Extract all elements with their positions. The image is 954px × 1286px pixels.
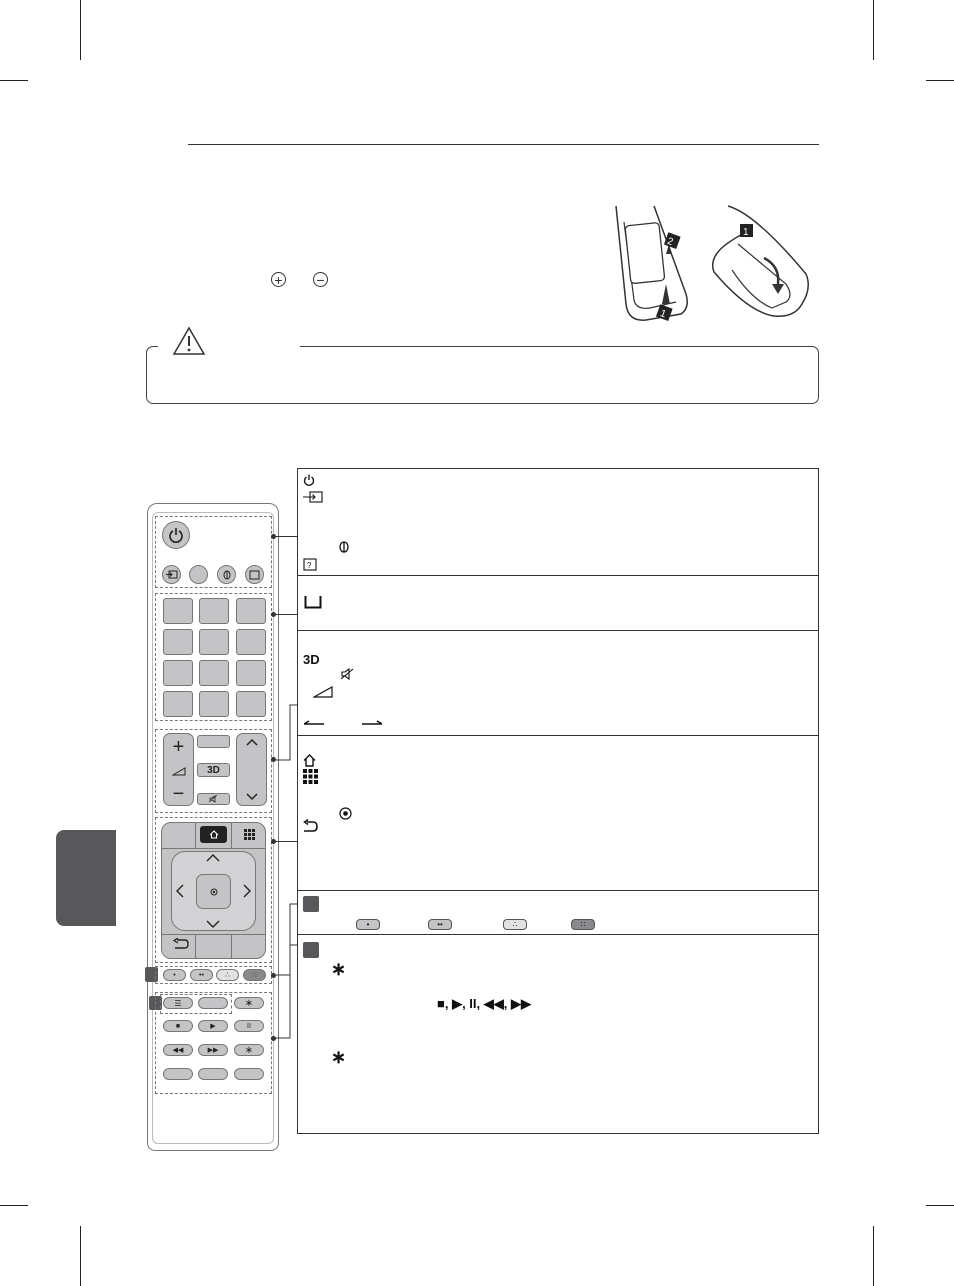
extra-button-1[interactable] <box>163 1068 193 1080</box>
battery-cover-illustration <box>606 204 816 326</box>
svg-text:?: ? <box>307 561 312 570</box>
crop-mark <box>0 1205 28 1206</box>
apps-icon <box>303 769 318 784</box>
button-description-table <box>297 468 819 1134</box>
power-icon <box>168 527 184 543</box>
ok-button[interactable] <box>196 874 231 909</box>
input-button[interactable] <box>162 565 181 584</box>
ok-icon <box>210 888 218 896</box>
crop-mark <box>926 80 954 81</box>
number-key[interactable] <box>163 629 193 655</box>
subtitle-icon <box>339 541 349 553</box>
section-marker <box>303 896 319 912</box>
back-icon[interactable] <box>173 938 189 950</box>
number-key[interactable] <box>199 691 229 717</box>
minus-polarity-icon: − <box>313 272 328 287</box>
power-icon <box>303 474 315 486</box>
crop-mark <box>873 1226 874 1286</box>
number-key[interactable] <box>163 691 193 717</box>
guide-icon <box>249 570 260 580</box>
table-divider <box>297 934 819 935</box>
chevron-right-icon[interactable] <box>243 884 252 898</box>
tv-button[interactable] <box>189 565 208 584</box>
chapter-tab <box>56 830 116 926</box>
play-button[interactable]: ▶ <box>198 1020 228 1032</box>
mute-button[interactable] <box>197 793 230 805</box>
crop-mark <box>80 0 81 60</box>
header-rule <box>188 144 819 145</box>
guide-icon <box>303 558 317 571</box>
program-rocker[interactable] <box>236 733 267 806</box>
number-key[interactable] <box>236 660 266 686</box>
number-key[interactable] <box>236 629 266 655</box>
red-color-button: • <box>356 919 380 930</box>
home-icon <box>209 830 219 839</box>
power-button[interactable] <box>162 521 190 549</box>
chevron-up-icon <box>246 738 258 746</box>
yellow-color-button[interactable]: ∴ <box>216 969 239 981</box>
subtitle-button[interactable] <box>217 565 236 584</box>
apps-button[interactable] <box>235 826 263 843</box>
number-key[interactable] <box>199 629 229 655</box>
mute-icon <box>341 668 354 680</box>
yellow-color-button: ∴ <box>503 919 527 930</box>
chevron-up-icon[interactable] <box>206 853 220 862</box>
media-controls-label: ■, ▶, II, ◀◀, ▶▶ <box>437 996 531 1011</box>
number-key[interactable] <box>163 598 193 624</box>
3d-icon: 3D <box>303 652 320 667</box>
callout-line <box>274 703 298 763</box>
stop-button[interactable]: ■ <box>163 1020 193 1032</box>
chevron-down-icon[interactable] <box>206 920 220 929</box>
arrow-right-icon <box>362 720 382 725</box>
rewind-button[interactable]: ◀◀ <box>163 1044 193 1056</box>
fast-forward-button[interactable]: ▶▶ <box>198 1044 228 1056</box>
number-key[interactable] <box>163 660 193 686</box>
table-divider <box>297 630 819 631</box>
number-key[interactable] <box>236 598 266 624</box>
pause-button[interactable]: II <box>234 1020 264 1032</box>
t-opt-button[interactable] <box>198 997 228 1009</box>
arrow-left-icon <box>304 720 324 725</box>
table-divider <box>297 575 819 576</box>
ok-icon <box>339 807 352 820</box>
mystery-button[interactable] <box>197 735 230 748</box>
mute-icon <box>209 795 218 803</box>
back-icon <box>303 819 318 833</box>
table-divider <box>297 890 819 891</box>
volume-icon <box>172 767 186 776</box>
blue-color-button: ∷ <box>571 919 595 930</box>
callout-line <box>274 943 298 1041</box>
caution-icon <box>172 326 206 356</box>
number-key[interactable] <box>199 598 229 624</box>
crop-mark <box>926 1205 954 1206</box>
step-number: 1 <box>743 227 749 238</box>
callout-line <box>276 614 297 615</box>
callout-line <box>276 536 297 537</box>
green-color-button: •• <box>428 919 452 930</box>
text-button[interactable]: ☰ <box>163 997 193 1009</box>
crop-mark <box>873 0 874 60</box>
step-number: 1 <box>658 308 668 321</box>
input-icon <box>166 570 178 579</box>
guide-button[interactable] <box>245 565 264 584</box>
number-key[interactable] <box>236 691 266 717</box>
star-icon: ∗ <box>331 959 347 979</box>
table-divider <box>297 735 819 736</box>
callout-line <box>276 841 297 842</box>
subtitle-icon <box>223 570 231 580</box>
volume-rocker[interactable]: + − <box>163 733 194 806</box>
section-marker <box>303 942 319 958</box>
extra-button-2[interactable] <box>198 1068 228 1080</box>
home-button[interactable] <box>200 826 227 843</box>
star-icon: ∗ <box>331 1047 347 1067</box>
step-number: 2 <box>665 235 675 249</box>
green-color-button[interactable]: •• <box>190 969 213 981</box>
caution-box <box>146 346 819 404</box>
chevron-down-icon <box>246 793 258 801</box>
home-icon <box>303 754 316 767</box>
blue-color-button[interactable]: ∷ <box>243 969 266 981</box>
crop-mark <box>80 1226 81 1286</box>
star-button[interactable]: ∗ <box>234 1044 264 1056</box>
simplink-button[interactable]: ∗ <box>234 997 264 1009</box>
chevron-left-icon[interactable] <box>175 884 184 898</box>
apps-icon <box>244 829 255 840</box>
input-icon <box>303 491 323 503</box>
3d-button[interactable]: 3D <box>197 763 230 777</box>
extra-button-3[interactable] <box>234 1068 264 1080</box>
crop-mark <box>0 80 28 81</box>
space-icon <box>304 595 322 609</box>
red-color-button[interactable]: • <box>163 969 186 981</box>
volume-icon <box>313 686 333 698</box>
plus-polarity-icon: + <box>271 272 286 287</box>
number-key[interactable] <box>199 660 229 686</box>
